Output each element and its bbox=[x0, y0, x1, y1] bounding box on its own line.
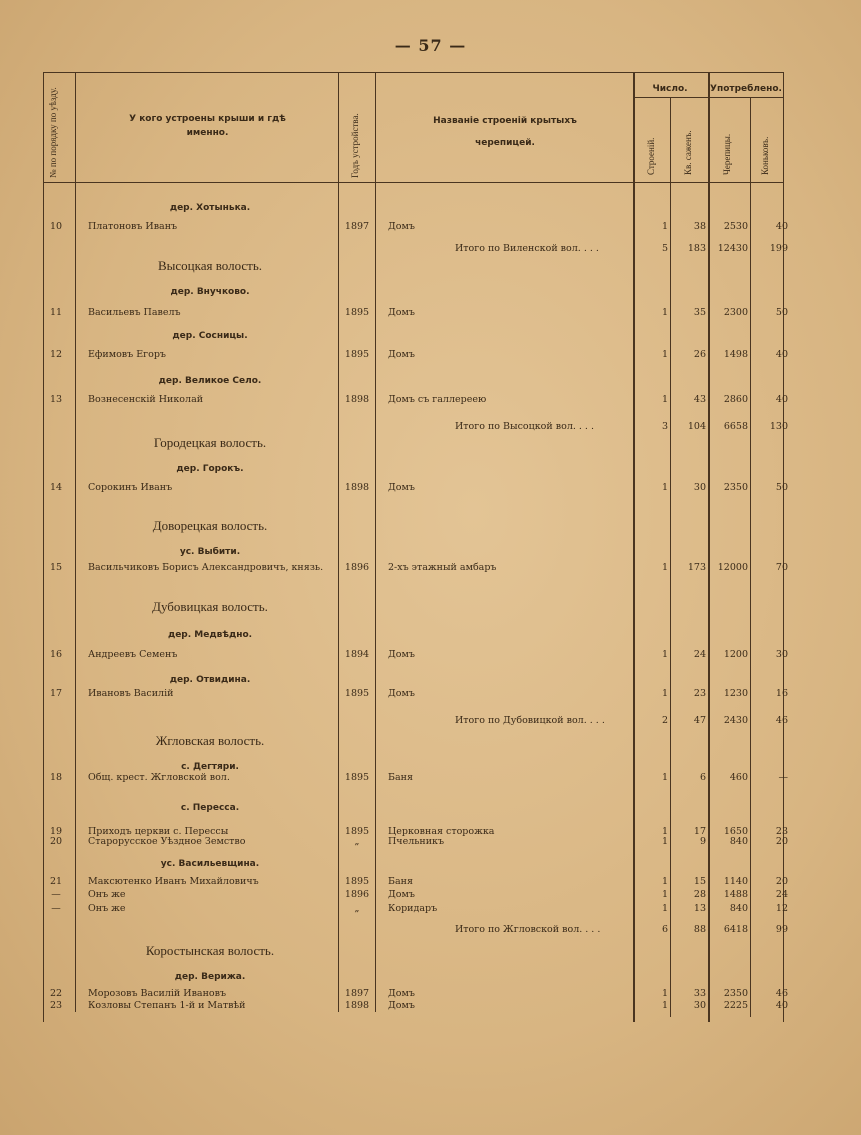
owner-name: Вознесенскій Николай bbox=[88, 394, 204, 405]
ridge-count: 20 bbox=[775, 836, 788, 847]
ridge-count: 16 bbox=[775, 688, 788, 699]
row-number: 14 bbox=[49, 482, 63, 493]
owner-name: Васильчиковъ Борисъ Александровичъ, князь. bbox=[88, 562, 324, 573]
building-name: Домъ bbox=[388, 482, 415, 493]
col-divider-2 bbox=[338, 72, 339, 1012]
ridge-count: 20 bbox=[775, 876, 788, 887]
total-tiles: 6658 bbox=[723, 421, 748, 432]
building-count: 1 bbox=[661, 826, 668, 837]
building-name: Домъ bbox=[388, 349, 415, 360]
building-name: Домъ bbox=[388, 649, 415, 660]
village-heading: дер. Верижа. bbox=[174, 972, 246, 982]
total-tiles: 6418 bbox=[723, 924, 748, 935]
village-heading: дер. Медвѣдно. bbox=[167, 630, 253, 640]
table-row bbox=[0, 772, 861, 788]
volost-heading: Высоцкая волость. bbox=[157, 258, 263, 273]
build-year: 1895 bbox=[344, 826, 370, 837]
building-count: 1 bbox=[661, 394, 668, 405]
sq-sazhen: 26 bbox=[693, 349, 706, 360]
building-name: Домъ съ галлереею bbox=[388, 394, 487, 405]
total-area: 47 bbox=[693, 715, 706, 726]
total-tiles: 2430 bbox=[723, 715, 748, 726]
tiles-count: 1200 bbox=[723, 649, 748, 660]
build-year: 1896 bbox=[344, 562, 370, 573]
village-heading: дер. Горокъ. bbox=[176, 464, 244, 474]
total-tiles: 12430 bbox=[717, 243, 748, 254]
tiles-count: 840 bbox=[729, 836, 748, 847]
building-name: Баня bbox=[388, 772, 413, 783]
header-num: № по порядку по уѣзду. bbox=[48, 87, 58, 178]
col-divider-1 bbox=[75, 72, 76, 1012]
row-number: 17 bbox=[49, 688, 63, 699]
owner-name: Козловы Степанъ 1-й и Матвѣй bbox=[88, 1000, 246, 1011]
build-year: 1895 bbox=[344, 688, 370, 699]
volost-heading: Городецкая волость. bbox=[153, 435, 267, 450]
owner-name: Платоновъ Иванъ bbox=[88, 221, 178, 232]
total-area: 183 bbox=[687, 243, 706, 254]
building-count: 1 bbox=[661, 562, 668, 573]
owner-name: Онъ же bbox=[88, 889, 126, 900]
total-count: 6 bbox=[661, 924, 668, 935]
build-year: „ bbox=[354, 903, 360, 914]
building-count: 1 bbox=[661, 772, 668, 783]
owner-name: Старорусское Уѣздное Земство bbox=[88, 836, 246, 847]
village-heading: с. Пересса. bbox=[180, 803, 240, 813]
tiles-count: 2350 bbox=[723, 482, 748, 493]
tiles-count: 460 bbox=[729, 772, 748, 783]
village-heading: дер. Отвидина. bbox=[169, 675, 251, 685]
tiles-count: 2860 bbox=[723, 394, 748, 405]
total-row bbox=[0, 715, 861, 731]
village-heading: дер. Хотынька. bbox=[169, 203, 251, 213]
owner-name: Сорокинъ Иванъ bbox=[88, 482, 173, 493]
tiles-count: 1488 bbox=[723, 889, 748, 900]
tiles-count: 12000 bbox=[717, 562, 748, 573]
tiles-count: 2530 bbox=[723, 221, 748, 232]
build-year: „ bbox=[354, 836, 360, 847]
sq-sazhen: 33 bbox=[693, 988, 706, 999]
build-year: 1895 bbox=[344, 349, 370, 360]
building-name: Баня bbox=[388, 876, 413, 887]
tiles-count: 2225 bbox=[723, 1000, 748, 1011]
ridge-count: 40 bbox=[775, 349, 788, 360]
total-ridge: 99 bbox=[775, 924, 788, 935]
ridge-count: 40 bbox=[775, 221, 788, 232]
col-divider-3 bbox=[375, 72, 376, 1012]
row-number: 21 bbox=[49, 876, 63, 887]
table-row bbox=[0, 349, 861, 365]
header-ridge: Коньковъ. bbox=[760, 136, 770, 175]
table-row bbox=[0, 649, 861, 665]
table-row bbox=[0, 562, 861, 578]
ridge-count: 46 bbox=[775, 988, 788, 999]
build-year: 1897 bbox=[344, 221, 370, 232]
header-buildings: Строеній. bbox=[646, 137, 656, 175]
village-heading: с. Дегтяри. bbox=[181, 762, 239, 772]
village-heading: дер. Внучково. bbox=[170, 287, 250, 297]
sq-sazhen: 23 bbox=[693, 688, 706, 699]
row-number: 16 bbox=[49, 649, 63, 660]
table-row bbox=[0, 903, 861, 919]
building-name: Домъ bbox=[388, 988, 415, 999]
sq-sazhen: 173 bbox=[687, 562, 706, 573]
ridge-count: 30 bbox=[775, 649, 788, 660]
volost-heading: Доворецкая волость. bbox=[152, 518, 268, 533]
sq-sazhen: 24 bbox=[693, 649, 706, 660]
build-year: 1895 bbox=[344, 307, 370, 318]
ridge-count: 23 bbox=[775, 826, 788, 837]
owner-name: Андреевъ Семенъ bbox=[88, 649, 178, 660]
tiles-count: 2350 bbox=[723, 988, 748, 999]
row-number: 23 bbox=[49, 1000, 63, 1011]
total-ridge: 199 bbox=[769, 243, 788, 254]
total-area: 104 bbox=[687, 421, 706, 432]
ridge-count: 12 bbox=[775, 903, 788, 914]
build-year: 1896 bbox=[344, 889, 370, 900]
header-tiles: Черепицы. bbox=[722, 133, 732, 175]
village-heading: ус. Васильевщина. bbox=[160, 859, 260, 869]
row-number: 19 bbox=[49, 826, 63, 837]
sq-sazhen: 38 bbox=[693, 221, 706, 232]
build-year: 1898 bbox=[344, 394, 370, 405]
row-number: — bbox=[51, 889, 61, 900]
total-count: 5 bbox=[661, 243, 668, 254]
total-count: 2 bbox=[661, 715, 668, 726]
building-count: 1 bbox=[661, 889, 668, 900]
table-row bbox=[0, 482, 861, 498]
building-count: 1 bbox=[661, 836, 668, 847]
owner-name: Приходъ церкви с. Перессы bbox=[88, 826, 229, 837]
header-bottom-rule bbox=[43, 182, 783, 183]
sq-sazhen: 17 bbox=[693, 826, 706, 837]
village-heading: дер. Сосницы. bbox=[172, 331, 248, 341]
sq-sazhen: 30 bbox=[693, 1000, 706, 1011]
table-row bbox=[0, 394, 861, 410]
row-number: 13 bbox=[49, 394, 63, 405]
building-name: Коридаръ bbox=[388, 903, 438, 914]
tiles-count: 1498 bbox=[723, 349, 748, 360]
row-number: 12 bbox=[49, 349, 63, 360]
building-name: Домъ bbox=[388, 688, 415, 699]
build-year: 1894 bbox=[344, 649, 370, 660]
tiles-count: 2300 bbox=[723, 307, 748, 318]
row-number: 18 bbox=[49, 772, 63, 783]
sq-sazhen: 35 bbox=[693, 307, 706, 318]
header-used-group: Употреблено. bbox=[710, 84, 782, 94]
owner-name: Максютенко Иванъ Михайловичъ bbox=[88, 876, 259, 887]
row-number: 10 bbox=[49, 221, 63, 232]
sq-sazhen: 6 bbox=[699, 772, 706, 783]
building-count: 1 bbox=[661, 482, 668, 493]
building-name: 2-хъ этажный амбаръ bbox=[388, 562, 497, 573]
row-number: 22 bbox=[49, 988, 63, 999]
sq-sazhen: 28 bbox=[693, 889, 706, 900]
table-row bbox=[0, 221, 861, 237]
row-number: 20 bbox=[49, 836, 63, 847]
header-count-group: Число. bbox=[652, 84, 688, 94]
building-count: 1 bbox=[661, 349, 668, 360]
sq-sazhen: 30 bbox=[693, 482, 706, 493]
building-count: 1 bbox=[661, 221, 668, 232]
building-name: Домъ bbox=[388, 1000, 415, 1011]
tiles-count: 840 bbox=[729, 903, 748, 914]
total-row bbox=[0, 924, 861, 940]
build-year: 1895 bbox=[344, 772, 370, 783]
building-count: 1 bbox=[661, 876, 668, 887]
header-owner: У кого устроены крыши и гдѣ именно. bbox=[129, 114, 286, 138]
total-ridge: 130 bbox=[769, 421, 788, 432]
volost-heading: Коростынская волость. bbox=[145, 943, 275, 958]
build-year: 1898 bbox=[344, 482, 370, 493]
ridge-count: 50 bbox=[775, 482, 788, 493]
owner-name: Морозовъ Василій Ивановъ bbox=[88, 988, 227, 999]
table-row bbox=[0, 307, 861, 323]
building-name: Домъ bbox=[388, 307, 415, 318]
total-count: 3 bbox=[661, 421, 668, 432]
row-number: 11 bbox=[49, 307, 63, 318]
total-label: Итого по Высоцкой вол. . . . bbox=[455, 421, 594, 432]
table-row bbox=[0, 1000, 861, 1016]
header-building: Названіе строеній крытыхъ черепицей. bbox=[433, 116, 577, 148]
table-row bbox=[0, 836, 861, 852]
table-top-rule bbox=[43, 72, 783, 73]
village-heading: дер. Великое Село. bbox=[158, 376, 262, 386]
ridge-count: — bbox=[778, 772, 788, 783]
header-sq-sazhen: Кв. саженъ. bbox=[683, 130, 693, 175]
page-number: — 57 — bbox=[394, 36, 467, 55]
sq-sazhen: 13 bbox=[693, 903, 706, 914]
ridge-count: 70 bbox=[775, 562, 788, 573]
sq-sazhen: 9 bbox=[699, 836, 706, 847]
total-label: Итого по Виленской вол. . . . bbox=[455, 243, 599, 254]
building-count: 1 bbox=[661, 688, 668, 699]
row-number: 15 bbox=[49, 562, 63, 573]
building-name: Церковная сторожка bbox=[388, 826, 495, 837]
tiles-count: 1650 bbox=[723, 826, 748, 837]
building-count: 1 bbox=[661, 1000, 668, 1011]
build-year: 1897 bbox=[344, 988, 370, 999]
building-name: Домъ bbox=[388, 221, 415, 232]
sq-sazhen: 15 bbox=[693, 876, 706, 887]
owner-name: Онъ же bbox=[88, 903, 126, 914]
header-year: Годъ устройства. bbox=[350, 113, 360, 178]
sq-sazhen: 43 bbox=[693, 394, 706, 405]
owner-name: Васильевъ Павелъ bbox=[88, 307, 181, 318]
build-year: 1895 bbox=[344, 876, 370, 887]
volost-heading: Жгловская волость. bbox=[155, 733, 265, 748]
tiles-count: 1140 bbox=[723, 876, 748, 887]
total-label: Итого по Жгловской вол. . . . bbox=[455, 924, 601, 935]
tiles-count: 1230 bbox=[723, 688, 748, 699]
table-row bbox=[0, 688, 861, 704]
volost-heading: Дубовицкая волость. bbox=[152, 599, 268, 614]
ridge-count: 24 bbox=[775, 889, 788, 900]
row-number: — bbox=[51, 903, 61, 914]
build-year: 1898 bbox=[344, 1000, 370, 1011]
total-row bbox=[0, 243, 861, 259]
building-count: 1 bbox=[661, 307, 668, 318]
owner-name: Ивановъ Василій bbox=[88, 688, 174, 699]
total-area: 88 bbox=[693, 924, 706, 935]
building-count: 1 bbox=[661, 903, 668, 914]
ridge-count: 50 bbox=[775, 307, 788, 318]
owner-name: Ефимовъ Егоръ bbox=[88, 349, 166, 360]
building-count: 1 bbox=[661, 649, 668, 660]
total-ridge: 46 bbox=[775, 715, 788, 726]
building-count: 1 bbox=[661, 988, 668, 999]
total-label: Итого по Дубовицкой вол. . . . bbox=[455, 715, 605, 726]
ridge-count: 40 bbox=[775, 1000, 788, 1011]
ridge-count: 40 bbox=[775, 394, 788, 405]
building-name: Пчельникъ bbox=[388, 836, 445, 847]
village-heading: ус. Выбити. bbox=[179, 547, 241, 557]
building-name: Домъ bbox=[388, 889, 415, 900]
owner-name: Общ. крест. Жгловской вол. bbox=[88, 772, 230, 783]
